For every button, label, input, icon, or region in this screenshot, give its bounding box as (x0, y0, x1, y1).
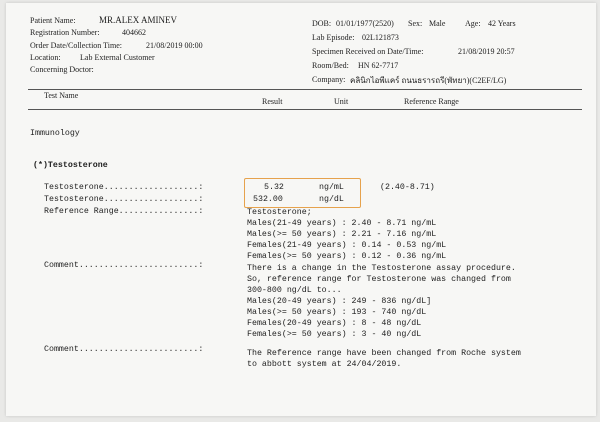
doctor-label: Concerning Doctor: (30, 65, 94, 74)
result-highlight-box (244, 178, 361, 208)
patient-name-value: MR.ALEX AMINEV (99, 15, 177, 25)
reference-line: Males(>= 50 years) : 2.21 - 7.16 ng/mL (247, 230, 437, 239)
testosterone-label: Testosterone...................: (44, 183, 204, 192)
comment-label: Comment........................: (44, 345, 204, 354)
sex-value: Male (429, 19, 446, 28)
comment-line: Males(>= 50 years) : 193 - 740 ng/dL (247, 308, 427, 317)
order-date-value: 21/08/2019 00:00 (146, 41, 203, 50)
result-unit: ng/mL (319, 183, 344, 192)
dob-label: DOB: (312, 19, 332, 28)
panel-title: (*)Testosterone (33, 161, 108, 170)
episode-value: 02L121873 (362, 33, 399, 42)
comment-line: Females(20-49 years) : 8 - 48 ng/dL (247, 319, 422, 328)
specimen-label: Specimen Received on Date/Time: (312, 47, 424, 56)
result-value: 5.32 (264, 183, 284, 192)
sex-label: Sex: (408, 19, 423, 28)
header-bottom-rule (28, 109, 582, 110)
specimen-value: 21/08/2019 20:57 (458, 47, 515, 56)
registration-label: Registration Number: (30, 28, 100, 37)
column-result: Result (262, 97, 283, 106)
reference-range-label: Reference Range................: (44, 207, 204, 216)
comment-line: So, reference range for Testosterone was changed from (247, 275, 511, 284)
patient-name-label: Patient Name: (30, 16, 76, 25)
company-value: คลินิกไอพีแคร์ ถนนธรารถรี(พัทยา)(C2EF/LG) (350, 76, 507, 85)
lab-report-sheet (6, 3, 596, 416)
room-label: Room/Bed: (312, 61, 349, 70)
location-label: Location: (30, 53, 61, 62)
header-top-rule (28, 89, 582, 90)
reference-line: Females(21-49 years) : 0.14 - 0.53 ng/mL (247, 241, 447, 250)
age-label: Age: (465, 19, 481, 28)
column-unit: Unit (334, 97, 349, 106)
comment-line: to abbott system at 24/04/2019. (247, 360, 402, 369)
dob-value: 01/01/1977(2520) (336, 19, 394, 28)
column-test-name: Test Name (44, 91, 79, 100)
age-value: 42 Years (488, 19, 516, 28)
comment-line: The Reference range have been changed from Roche system (247, 349, 521, 358)
result-unit: ng/dL (319, 195, 344, 204)
testosterone-label: Testosterone...................: (44, 195, 204, 204)
company-label: Company: (312, 75, 346, 84)
result-value: 532.00 (253, 195, 283, 204)
comment-line: Females(>= 50 years) : 3 - 40 ng/dL (247, 330, 422, 339)
reference-line: Testosterone; (247, 208, 312, 217)
column-reference-range: Reference Range (404, 97, 459, 106)
comment-line: 300-800 ng/dL to... (247, 286, 342, 295)
comment-label: Comment........................: (44, 261, 204, 270)
location-value: Lab External Customer (80, 53, 155, 62)
reference-line: Males(21-49 years) : 2.40 - 8.71 ng/mL (247, 219, 437, 228)
registration-value: 404662 (122, 28, 146, 37)
reference-line: Females(>= 50 years) : 0.12 - 0.36 ng/mL (247, 252, 447, 261)
result-range: (2.40-8.71) (380, 183, 435, 192)
episode-label: Lab Episode: (312, 33, 355, 42)
room-value: HN 62-7717 (358, 61, 399, 70)
section-title: Immunology (30, 129, 80, 138)
comment-line: There is a change in the Testosterone assay procedure. (247, 264, 516, 273)
comment-line: Males(20-49 years) : 249 - 836 ng/dL] (247, 297, 432, 306)
order-date-label: Order Date/Collection Time: (30, 41, 122, 50)
